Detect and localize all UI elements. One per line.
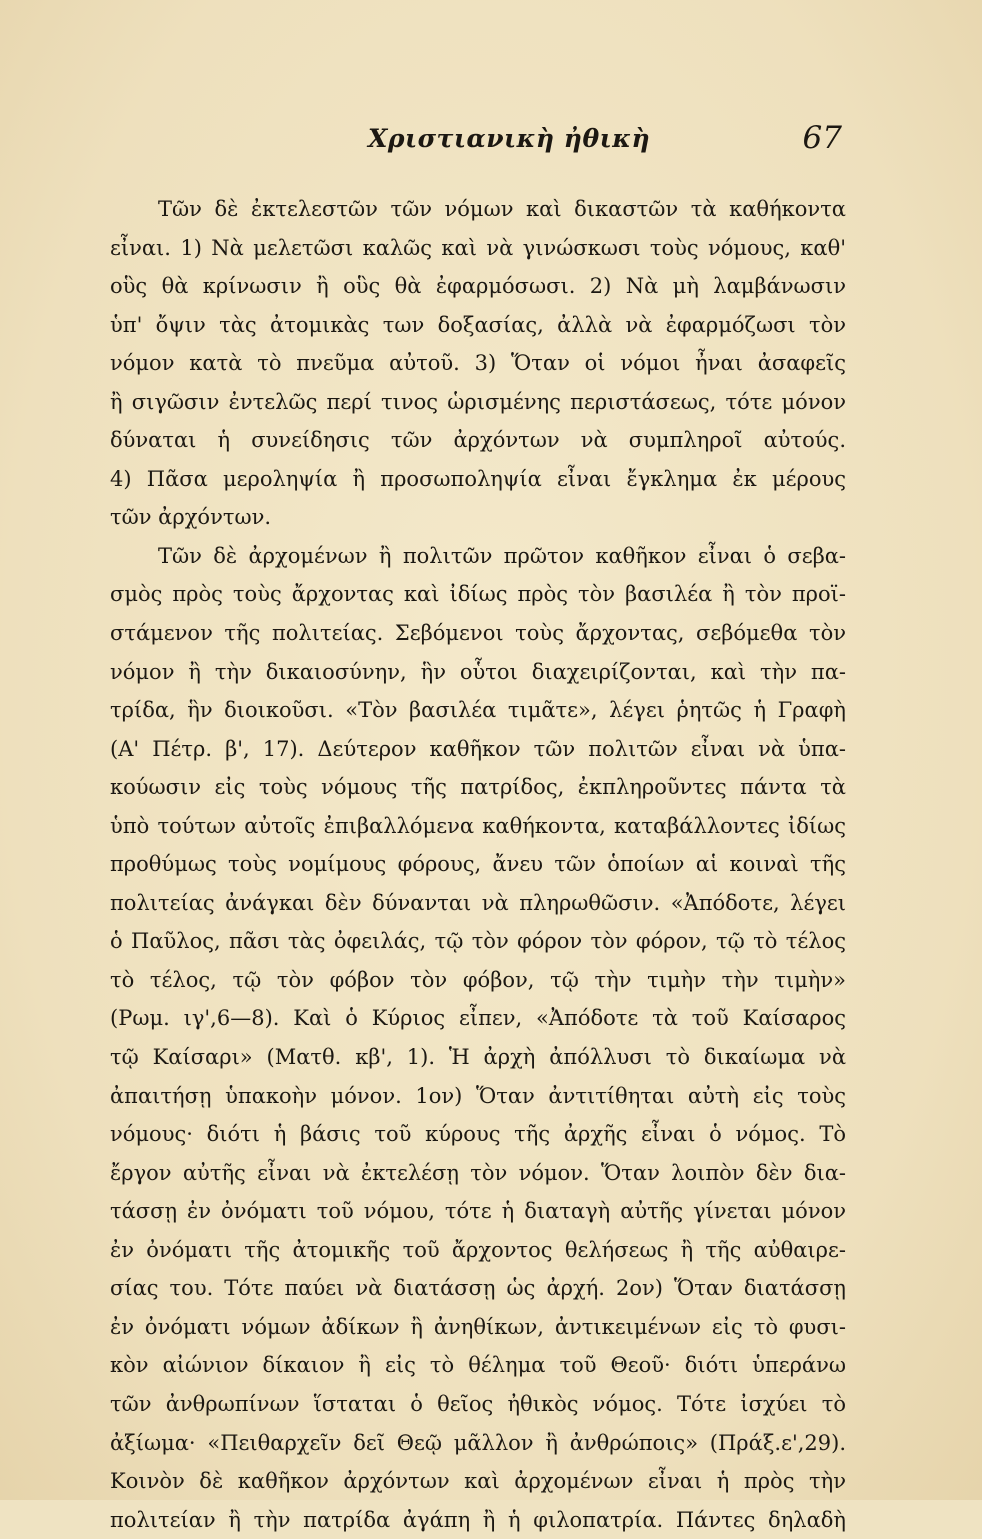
text-line: εἶναι. 1) Νὰ μελετῶσι καλῶς καὶ νὰ γινώσκωσι τοὺς νόμους, καθ'	[110, 235, 846, 260]
text-line: οὓς θὰ κρίνωσιν ἢ οὓς θὰ ἐφαρμόσωσι. 2) Νὰ μὴ λαμβάνωσιν	[110, 274, 846, 299]
text-line: ὁ Παῦλος, πᾶσι τὰς ὀφειλάς, τῷ τὸν φόρον τὸν φόρον, τῷ τὸ τέλος	[110, 929, 846, 954]
text-line: τῷ Καίσαρι» (Ματθ. κβ', 1). Ἡ ἀρχὴ ἀπόλλυσι τὸ δικαίωμα νὰ	[110, 1045, 846, 1070]
text-line: Τῶν δὲ ἀρχομένων ἢ πολιτῶν πρῶτον καθῆκον εἶναι ὁ σεβα-	[158, 543, 846, 568]
running-title: Χριστιανικὴ ἠθικὴ	[368, 124, 651, 153]
text-line: Τῶν δὲ ἐκτελεστῶν τῶν νόμων καὶ δικαστῶν τὰ καθήκοντα	[158, 197, 846, 221]
text-line: ὑπ' ὄψιν τὰς ἀτομικὰς των δοξασίας, ἀλλὰ νὰ ἐφαρμόζωσι τὸν	[110, 312, 846, 337]
text-line: ἐν ὀνόματι τῆς ἀτομικῆς τοῦ ἄρχοντος θελήσεως ἢ τῆς αὐθαιρε-	[110, 1237, 846, 1262]
text-line: ἐν ὀνόματι νόμων ἀδίκων ἢ ἀνηθίκων, ἀντικειμένων εἰς τὸ φυσι-	[110, 1314, 846, 1339]
page-header	[110, 120, 846, 164]
text-line: ἀπαιτήσῃ ὑπακοὴν μόνον. 1ον) Ὅταν ἀντιτίθηται αὐτὴ εἰς τοὺς	[110, 1083, 846, 1108]
text-line: νόμους· διότι ἡ βάσις τοῦ κύρους τῆς ἀρχῆς εἶναι ὁ νόμος. Τὸ	[110, 1122, 846, 1147]
text-line: πολιτείαν ἢ τὴν πατρίδα ἀγάπη ἢ ἡ φιλοπατρία. Πάντες δηλαδὴ	[110, 1507, 846, 1532]
text-line: κὸν αἰώνιον δίκαιον ἢ εἰς τὸ θέλημα τοῦ Θεοῦ· διότι ὑπεράνω	[110, 1353, 846, 1378]
text-line: 4) Πᾶσα μεροληψία ἢ προσωποληψία εἶναι ἔγκλημα ἐκ μέρους	[110, 466, 846, 491]
text-line: σίας του. Τότε παύει νὰ διατάσσῃ ὡς ἀρχή. 2ον) Ὅταν διατάσσῃ	[110, 1276, 846, 1301]
text-line: στάμενον τῆς πολιτείας. Σεβόμενοι τοὺς ἄρχοντας, σεβόμεθα τὸν	[110, 621, 846, 646]
text-line: (Ρωμ. ιγ',6—8). Καὶ ὁ Κύριος εἶπεν, «Ἀπόδοτε τὰ τοῦ Καίσαρος	[110, 1006, 846, 1031]
text-line: (Α' Πέτρ. β', 17). Δεύτερον καθῆκον τῶν πολιτῶν εἶναι νὰ ὑπα-	[110, 736, 846, 761]
text-line: κούωσιν εἰς τοὺς νόμους τῆς πατρίδος, ἐκπληροῦντες πάντα τὰ	[110, 775, 846, 800]
text-line: ἔργον αὐτῆς εἶναι νὰ ἐκτελέσῃ τὸν νόμον. Ὅταν λοιπὸν δὲν δια-	[110, 1160, 846, 1185]
text-line: τάσσῃ ἐν ὀνόματι τοῦ νόμου, τότε ἡ διαταγὴ αὐτῆς γίνεται μόνον	[110, 1199, 846, 1224]
text-line: ὑπὸ τούτων αὐτοῖς ἐπιβαλλόμενα καθήκοντα, καταβάλλοντες ἰδίως	[110, 813, 846, 838]
text-line: τῶν ἀνθρωπίνων ἵσταται ὁ θεῖος ἠθικὸς νόμος. Τότε ἰσχύει τὸ	[110, 1391, 846, 1416]
text-line: τῶν ἀρχόντων.	[110, 505, 272, 530]
text-line: ἢ σιγῶσιν ἐντελῶς περί τινος ὡρισμένης περιστάσεως, τότε μόνον	[110, 389, 846, 414]
body-text	[110, 190, 846, 1539]
page-number: 67	[802, 120, 842, 156]
text-line: πολιτείας ἀνάγκαι δὲν δύνανται νὰ πληρωθῶσιν. «Ἀπόδοτε, λέγει	[110, 890, 846, 915]
text-line: νόμον ἢ τὴν δικαιοσύνην, ἣν οὗτοι διαχειρίζονται, καὶ τὴν πα-	[110, 659, 846, 684]
text-line: προθύμως τοὺς νομίμους φόρους, ἄνευ τῶν ὁποίων αἱ κοιναὶ τῆς	[110, 852, 846, 877]
text-line: δύναται ἡ συνείδησις τῶν ἀρχόντων νὰ συμπληροῖ αὐτούς.	[110, 428, 846, 453]
text-line: τρίδα, ἣν διοικοῦσι. «Τὸν βασιλέα τιμᾶτε», λέγει ῥητῶς ἡ Γραφὴ	[110, 698, 846, 723]
text-line: νόμον κατὰ τὸ πνεῦμα αὐτοῦ. 3) Ὅταν οἱ νόμοι ἦναι ἀσαφεῖς	[110, 351, 846, 376]
text-line: σμὸς πρὸς τοὺς ἄρχοντας καὶ ἰδίως πρὸς τὸν βασιλέα ἢ τὸν προϊ-	[110, 582, 846, 607]
text-line: τὸ τέλος, τῷ τὸν φόβον τὸν φόβον, τῷ τὴν τιμὴν τὴν τιμὴν»	[110, 967, 846, 992]
text-line: Κοινὸν δὲ καθῆκον ἀρχόντων καὶ ἀρχομένων εἶναι ἡ πρὸς τὴν	[110, 1469, 846, 1494]
text-line: ἀξίωμα· «Πειθαρχεῖν δεῖ Θεῷ μᾶλλον ἢ ἀνθρώποις» (Πράξ.ε',29).	[110, 1430, 846, 1455]
